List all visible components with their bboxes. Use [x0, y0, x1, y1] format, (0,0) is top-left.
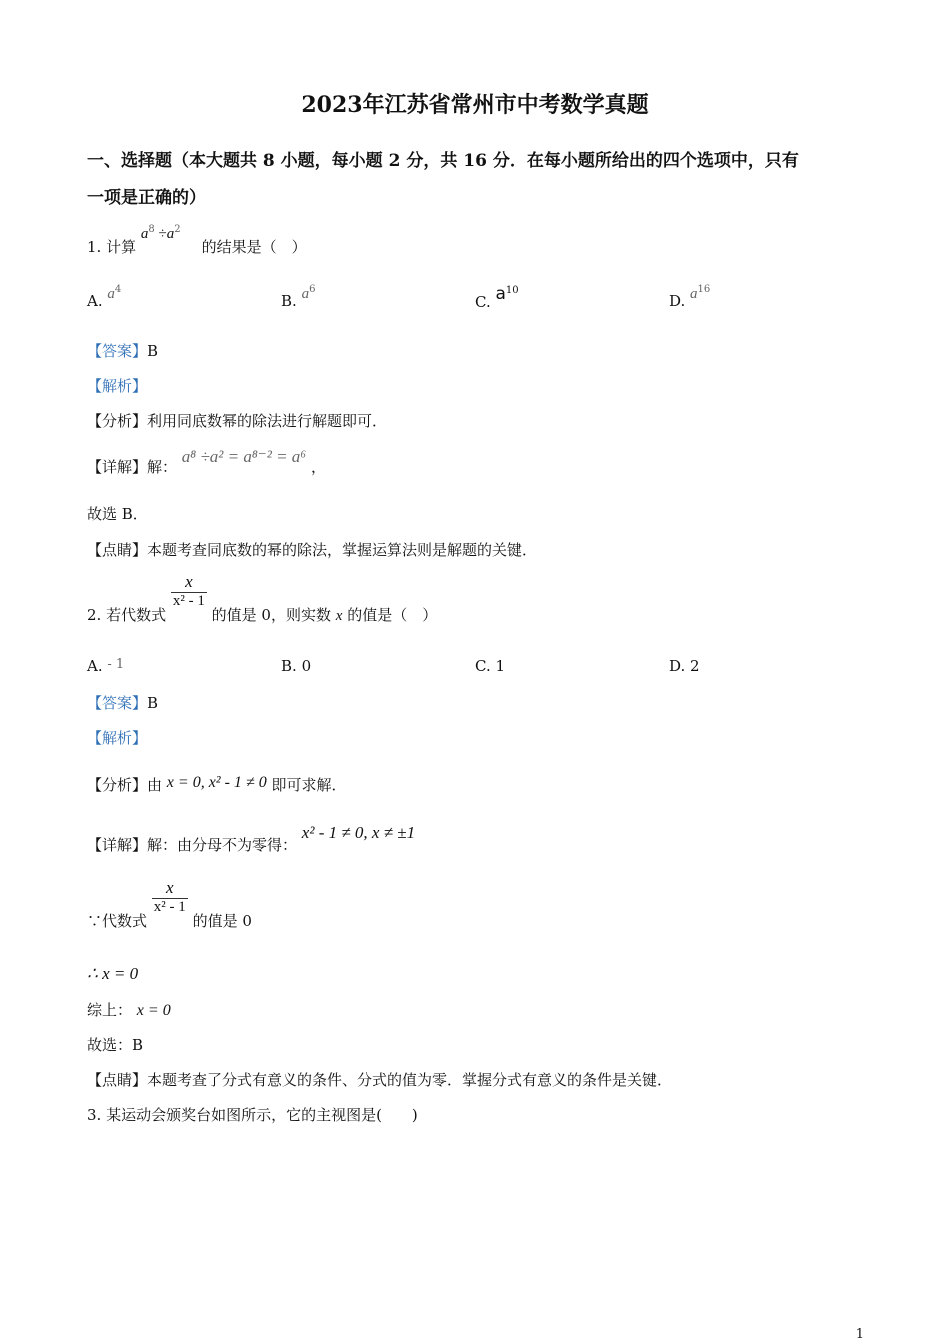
answer-tag: 【答案】 [87, 342, 148, 360]
fraction-denominator: x² - 1 [153, 899, 186, 915]
option-value: 0 [301, 657, 312, 675]
solution-suffix: ， [311, 458, 327, 476]
because-suffix: 的值是 0 [192, 912, 252, 930]
q2-choose: 故选：B [87, 1036, 144, 1054]
option-label: A. [87, 657, 103, 675]
question-2 [87, 572, 438, 624]
q1-choose: 故选 B． [87, 505, 148, 523]
solution-prefix: 【详解】解： [87, 458, 178, 476]
q1-expression [141, 224, 197, 243]
section-heading-line1: 一、选择题（本大题共 8 小题，每小题 2 分，共 16 分．在每小题所给出的四个选项中，只有 [87, 151, 799, 171]
q1-option-d [669, 284, 711, 311]
option-exp: 16 [697, 284, 711, 295]
question-1 [87, 224, 307, 257]
option-label: D. [669, 657, 686, 675]
option-base: a [495, 284, 506, 304]
q1-answer [87, 340, 158, 361]
summary-prefix: 综上： [87, 1001, 133, 1019]
q2-fraction [171, 572, 207, 610]
q1-base-b: a [166, 226, 175, 242]
q1-divide: ÷ [154, 226, 167, 242]
option-label: D. [669, 292, 686, 310]
q2-comment: 【点睛】本题考查了分式有意义的条件、分式的值为零．掌握分式有意义的条件是关键． [87, 1071, 673, 1089]
option-label: C. [475, 657, 491, 675]
q1-comment: 【点睛】本题考查同底数的幂的除法，掌握运算法则是解题的关键． [87, 541, 538, 559]
option-value: 2 [690, 657, 700, 675]
q1-exp-8: 8 [148, 224, 155, 235]
option-value: 1 [495, 657, 506, 675]
q2-solution [87, 823, 416, 855]
option-base: a [690, 286, 698, 302]
option-base: a [107, 286, 115, 302]
answer-value: B [147, 342, 159, 360]
answer-tag: 【答案】 [87, 694, 148, 712]
q2-option-b [281, 657, 311, 675]
option-label: B. [281, 657, 297, 675]
q2-var: x [335, 608, 343, 624]
q1-option-c [475, 284, 519, 312]
q1-solution [87, 447, 327, 477]
analysis-suffix: 即可求解． [271, 776, 347, 794]
q1-jiexi-tag: 【解析】 [87, 377, 148, 395]
q1-prefix: 1. 计算 [87, 238, 137, 256]
q1-base-a: a [140, 226, 149, 242]
fraction-denominator: x² - 1 [172, 593, 205, 609]
option-label: A. [87, 292, 103, 310]
q1-suffix: 的结果是（ ） [201, 238, 307, 256]
q2-therefore: ∴ x = 0 [87, 964, 139, 983]
q2-option-a [87, 657, 124, 675]
section-heading-line2: 一项是正确的） [87, 188, 206, 208]
q2-answer [87, 692, 158, 713]
q2-mid: 的值是 0，则实数 [211, 606, 331, 624]
q1-exp-2: 2 [174, 224, 181, 235]
page-number: 1 [855, 1327, 864, 1342]
q1-option-b [281, 284, 316, 311]
option-exp: 6 [309, 284, 316, 295]
q1-analysis: 【分析】利用同底数幂的除法进行解题即可． [87, 412, 388, 430]
option-label: C. [475, 293, 491, 311]
analysis-expression: x = 0, x² - 1 ≠ 0 [166, 774, 267, 791]
option-exp: 10 [505, 285, 519, 296]
q2-option-c [475, 657, 505, 675]
option-base: a [301, 286, 310, 302]
solution-expression: x² - 1 ≠ 0, x ≠ ±1 [301, 823, 416, 842]
because-prefix: ∵代数式 [87, 912, 148, 930]
q2-suffix: 的值是（ ） [347, 606, 438, 624]
q2-because-fraction [152, 878, 188, 916]
q2-analysis [87, 774, 347, 795]
option-value: - 1 [107, 657, 125, 672]
q2-option-d [669, 657, 700, 675]
option-exp: 4 [114, 284, 122, 295]
q2-summary [87, 999, 171, 1020]
analysis-prefix: 【分析】由 [87, 776, 163, 794]
question-3: 3. 某运动会颁奖台如图所示，它的主视图是( ) [87, 1106, 418, 1124]
fraction-numerator: x [171, 572, 207, 593]
summary-expression: x = 0 [136, 1002, 171, 1019]
solution-expression: a⁸ ÷a² = a⁸⁻² = a⁶ [181, 447, 307, 466]
answer-value: B [147, 694, 159, 712]
q2-because [87, 878, 252, 930]
q2-prefix: 2. 若代数式 [87, 606, 167, 624]
q2-jiexi-tag: 【解析】 [87, 729, 148, 747]
option-label: B. [281, 292, 297, 310]
q1-option-a [87, 284, 122, 311]
page-title: 2023年江苏省常州市中考数学真题 [301, 92, 649, 118]
solution-prefix: 【详解】解：由分母不为零得： [87, 836, 298, 854]
fraction-numerator: x [152, 878, 188, 899]
